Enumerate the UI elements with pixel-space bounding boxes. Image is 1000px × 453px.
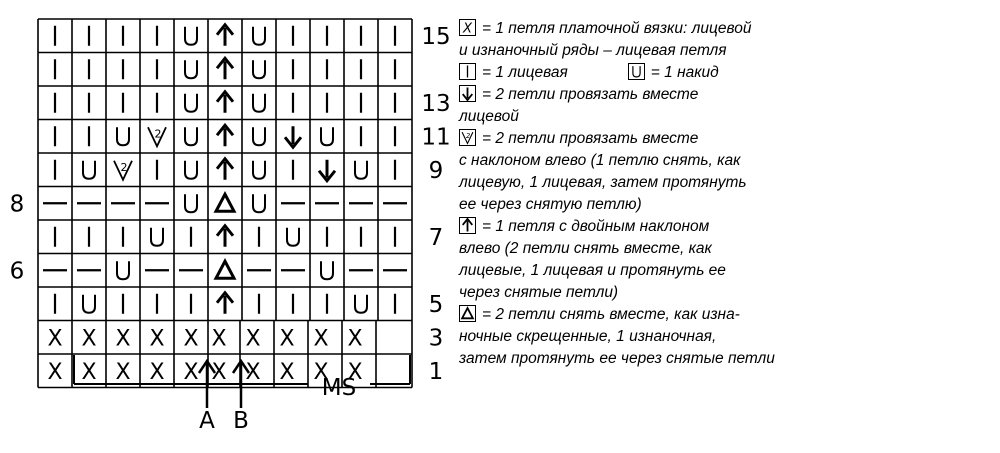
double-decrease-symbol (217, 25, 233, 46)
k2tog-symbol (285, 126, 301, 147)
legend-text: = 1 петля платочной вязки: лицевой (482, 20, 752, 37)
double-decrease-symbol (217, 293, 233, 314)
legend-text: с наклоном влево (1 петлю снять, как (459, 152, 741, 169)
svg-text:X: X (462, 21, 473, 36)
svg-text:X: X (313, 326, 329, 352)
ms-label: MS (321, 375, 357, 401)
yarn-over-symbol (185, 27, 197, 45)
garter-icon (459, 19, 476, 36)
garter-symbol (245, 326, 260, 351)
yarn-over-symbol (151, 228, 163, 246)
legend-text: через снятые петли) (459, 284, 619, 301)
row-number: 11 (421, 124, 451, 151)
yarn-over-symbol (321, 127, 333, 145)
garter-symbol (462, 21, 473, 36)
svg-text:2: 2 (120, 160, 128, 174)
row-number: 1 (428, 358, 444, 385)
legend-entry (459, 18, 899, 62)
legend-entry (459, 128, 899, 216)
legend-text: ее через снятую петлю) (459, 196, 642, 213)
yarn-over-symbol (185, 60, 197, 78)
svg-text:X: X (183, 326, 199, 352)
knit-icon (459, 63, 476, 80)
ssk-symbol (148, 127, 166, 146)
svg-text:X: X (347, 359, 363, 385)
arrow-a-label: A (199, 408, 215, 434)
svg-text:X: X (183, 359, 199, 385)
yarn-over-symbol (185, 127, 197, 145)
yarn-over-symbol (185, 94, 197, 112)
yarn-over-symbol (355, 295, 367, 313)
yarn-over-symbol (253, 27, 265, 45)
yarn-over-symbol (253, 194, 265, 212)
svg-text:X: X (313, 359, 329, 385)
row-number: 3 (428, 325, 444, 352)
garter-symbol (183, 326, 198, 351)
legend-text: = 2 петли провязать вместе (482, 86, 699, 103)
legend-text: и изнаночный ряды – лицевая петля (459, 42, 727, 59)
legend-text: = 1 лицевая (482, 64, 568, 81)
row-number: 13 (421, 90, 451, 117)
garter-symbol (47, 360, 62, 385)
garter-symbol (47, 326, 62, 351)
purl-decrease-icon (459, 305, 476, 322)
row-number: 5 (428, 291, 444, 318)
yarn-over-symbol (185, 161, 197, 179)
yarn-over-symbol (253, 161, 265, 179)
knitting-chart (0, 0, 455, 453)
yarn-over-icon (628, 63, 645, 80)
legend-entry (459, 62, 899, 84)
arrow-b-label: B (233, 408, 249, 434)
ssk-icon (459, 129, 476, 146)
svg-text:X: X (279, 326, 295, 352)
legend-text: ночные скрещенные, 1 изнаночная, (459, 328, 717, 345)
garter-symbol (183, 360, 198, 385)
garter-symbol (279, 326, 294, 351)
double-decrease-icon (459, 217, 476, 234)
legend-text: лицевую, 1 лицевая, затем протянуть (459, 174, 747, 191)
svg-text:X: X (149, 326, 165, 352)
legend (459, 18, 899, 370)
row-number: 15 (421, 23, 451, 50)
legend-entry (459, 84, 899, 128)
garter-symbol (81, 360, 96, 385)
row-number: 8 (9, 191, 25, 218)
legend-text: = 1 накид (650, 64, 719, 81)
svg-text:X: X (81, 326, 97, 352)
svg-text:X: X (211, 326, 227, 352)
svg-text:X: X (115, 359, 131, 385)
garter-symbol (81, 326, 96, 351)
garter-symbol (149, 360, 164, 385)
yarn-over-symbol (83, 295, 95, 313)
legend-entry (459, 304, 899, 370)
row-number: 9 (428, 157, 444, 184)
yarn-over-symbol (355, 161, 367, 179)
yarn-over-symbol (117, 127, 129, 145)
yarn-over-symbol (253, 94, 265, 112)
garter-symbol (149, 326, 164, 351)
svg-text:X: X (115, 326, 131, 352)
double-decrease-symbol (217, 125, 233, 146)
purl-decrease-symbol (216, 261, 234, 278)
legend-entry (459, 216, 899, 304)
k2tog-icon (459, 85, 476, 102)
yarn-over-symbol (287, 228, 299, 246)
svg-text:X: X (47, 326, 63, 352)
legend-text: лицевые, 1 лицевая и протянуть ее (459, 262, 726, 279)
svg-text:X: X (245, 359, 261, 385)
svg-text:2: 2 (154, 127, 162, 141)
svg-text:2: 2 (465, 132, 471, 141)
legend-text: лицевой (459, 108, 519, 125)
legend-text: влево (2 петли снять вместе, как (459, 240, 712, 257)
garter-symbol (347, 326, 362, 351)
garter-symbol (313, 326, 328, 351)
svg-text:X: X (347, 326, 363, 352)
double-decrease-symbol (217, 92, 233, 113)
garter-symbol (211, 326, 226, 351)
svg-text:X: X (47, 359, 63, 385)
double-decrease-symbol (217, 226, 233, 247)
yarn-over-symbol (117, 261, 129, 279)
garter-symbol (279, 360, 294, 385)
ssk-symbol (114, 161, 132, 180)
svg-text:X: X (149, 359, 165, 385)
yarn-over-symbol (83, 161, 95, 179)
legend-text: = 2 петли снять вместе, как изна- (482, 306, 740, 323)
legend-text: = 1 петля с двойным наклоном (482, 218, 710, 235)
legend-text: = 2 петли провязать вместе (482, 130, 699, 147)
yarn-over-symbol (253, 60, 265, 78)
svg-text:X: X (81, 359, 97, 385)
double-decrease-symbol (217, 159, 233, 180)
svg-text:X: X (279, 359, 295, 385)
garter-symbol (115, 326, 130, 351)
svg-text:X: X (211, 359, 227, 385)
yarn-over-symbol (321, 261, 333, 279)
yarn-over-symbol (253, 127, 265, 145)
double-decrease-symbol (217, 58, 233, 79)
chart-symbols (43, 25, 407, 385)
purl-decrease-symbol (216, 194, 234, 211)
row-number: 6 (9, 258, 25, 285)
yarn-over-symbol (185, 194, 197, 212)
svg-text:X: X (245, 326, 261, 352)
garter-symbol (115, 360, 130, 385)
k2tog-symbol (319, 160, 335, 181)
legend-text: затем протянуть ее через снятые петли (459, 350, 775, 367)
row-number: 7 (428, 224, 444, 251)
